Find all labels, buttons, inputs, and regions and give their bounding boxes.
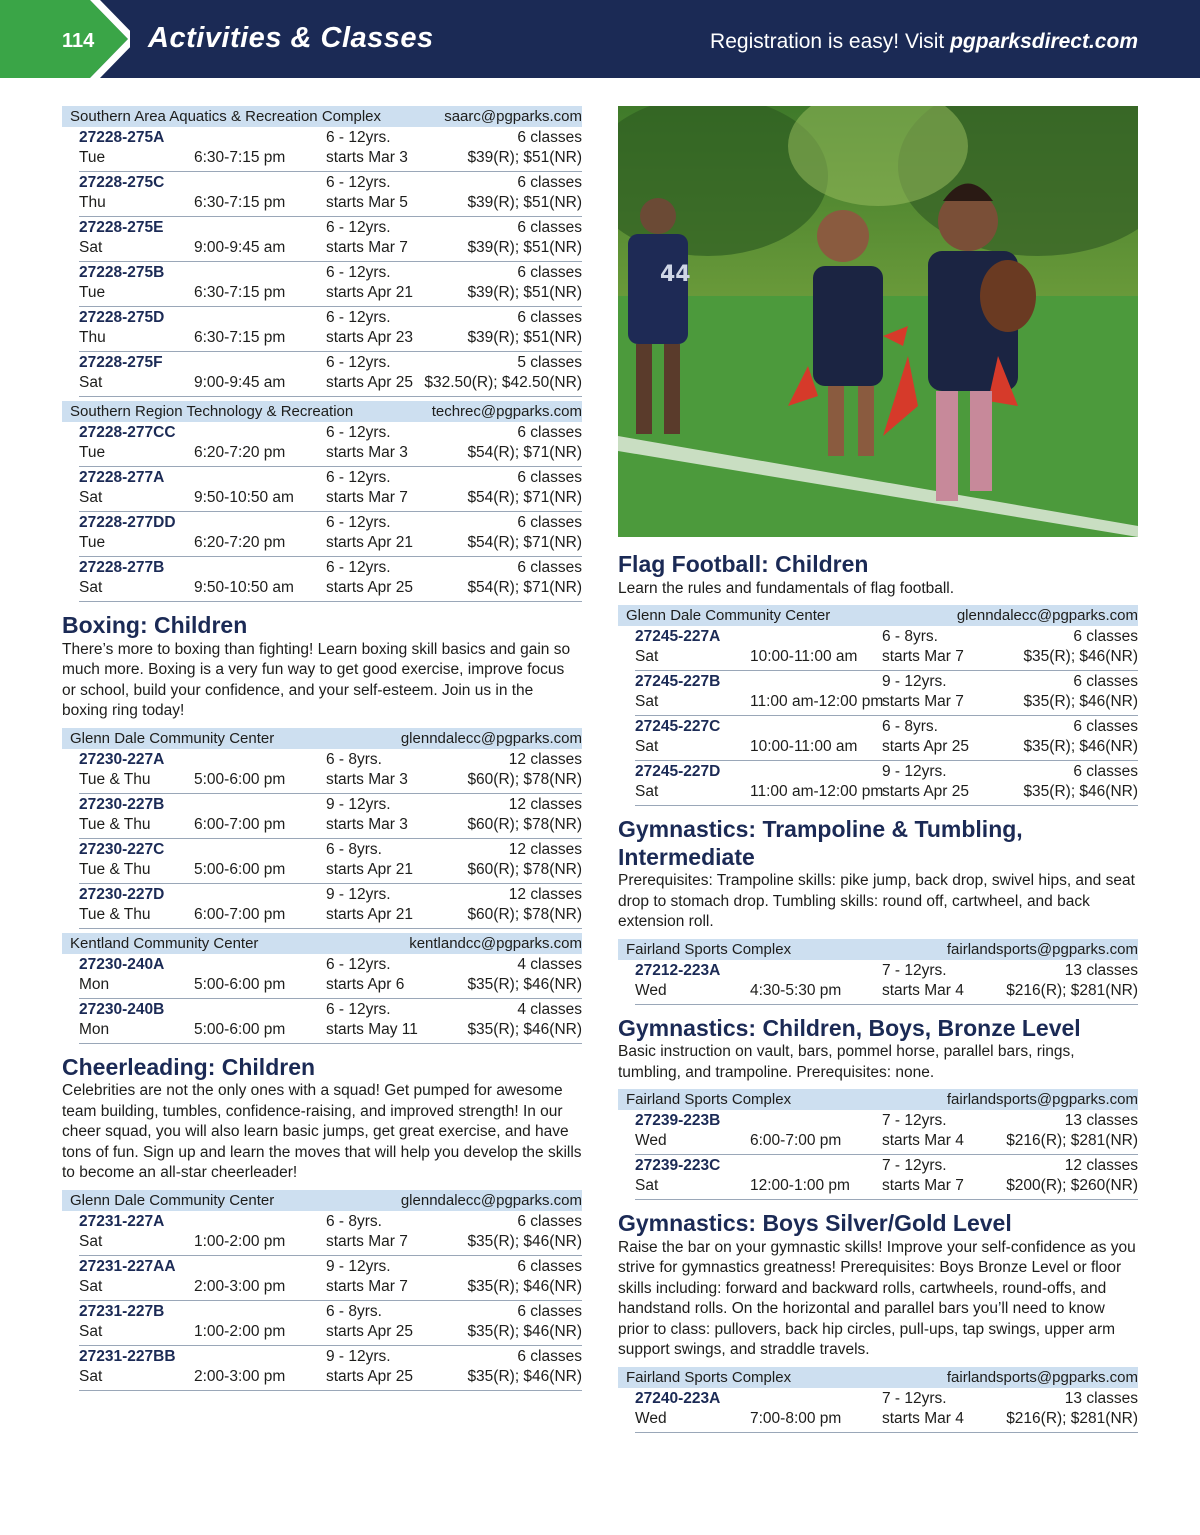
- class-time: 6:30-7:15 pm: [194, 194, 286, 211]
- class-code: 27230-227A: [79, 750, 165, 768]
- class-count: 4 classes: [517, 1000, 582, 1018]
- class-time: 6:00-7:00 pm: [194, 815, 286, 833]
- venue-bar: [618, 1089, 1138, 1110]
- class-row: [79, 749, 582, 794]
- class-count: 12 classes: [508, 795, 582, 813]
- class-row: [79, 1301, 582, 1346]
- class-time: 7:00-8:00 pm: [750, 1409, 842, 1427]
- class-fee: $39(R); $51(NR): [467, 284, 582, 301]
- class-row: [79, 127, 582, 172]
- class-age: 7 - 12yrs.: [882, 1389, 947, 1407]
- class-start: starts Apr 21: [326, 284, 414, 301]
- class-row: [635, 1155, 1138, 1200]
- registration-url-link[interactable]: pgparksdirect.com: [950, 30, 1138, 53]
- class-row: [635, 960, 1138, 1005]
- class-code: 27230-227C: [79, 840, 165, 858]
- class-time: 1:00-2:00 pm: [194, 1322, 286, 1340]
- class-count: 6 classes: [517, 219, 582, 236]
- class-code: 27230-240B: [79, 1000, 165, 1018]
- class-fee: $35(R); $46(NR): [467, 1367, 582, 1385]
- venue-email-link[interactable]: saarc@pgparks.com: [444, 108, 582, 125]
- class-code: 27228-275B: [79, 264, 165, 281]
- class-day: Mon: [79, 1020, 110, 1038]
- class-day: Sat: [79, 579, 103, 596]
- class-count: 6 classes: [517, 129, 582, 146]
- class-time: 11:00 am-12:00 pm: [750, 693, 884, 711]
- class-fee: $60(R); $78(NR): [467, 905, 582, 923]
- class-day: Tue & Thu: [79, 815, 151, 833]
- class-count: 6 classes: [517, 264, 582, 281]
- class-age: 9 - 12yrs.: [882, 673, 947, 691]
- class-start: starts Apr 21: [326, 860, 414, 878]
- class-list: [62, 127, 582, 397]
- class-code: 27228-277A: [79, 469, 165, 486]
- class-day: Sat: [79, 1322, 103, 1340]
- class-start: starts Apr 21: [326, 534, 414, 551]
- venue-name: Glenn Dale Community Center: [70, 729, 275, 747]
- class-day: Sat: [635, 783, 659, 801]
- class-start: starts Mar 4: [882, 1132, 964, 1150]
- venue-name: Glenn Dale Community Center: [626, 607, 831, 625]
- venue-email-link[interactable]: fairlandsports@pgparks.com: [946, 940, 1138, 958]
- class-age: 7 - 12yrs.: [882, 961, 947, 979]
- class-fee: $39(R); $51(NR): [467, 329, 582, 346]
- class-time: 6:00-7:00 pm: [750, 1132, 842, 1150]
- class-day: Sat: [635, 693, 659, 711]
- class-code: 27228-277DD: [79, 514, 176, 531]
- class-code: 27245-227B: [635, 673, 721, 691]
- class-list: [618, 1388, 1138, 1433]
- class-start: starts Apr 25: [326, 579, 414, 596]
- venue-bar: [62, 1190, 582, 1211]
- class-time: 4:30-5:30 pm: [750, 981, 842, 999]
- class-code: 27228-277CC: [79, 424, 176, 441]
- class-row: [79, 352, 582, 397]
- class-row: [79, 839, 582, 884]
- class-time: 6:20-7:20 pm: [194, 534, 286, 551]
- class-age: 9 - 12yrs.: [326, 885, 391, 903]
- registration-prefix: Registration is easy! Visit: [710, 30, 951, 53]
- class-time: 6:30-7:15 pm: [194, 284, 286, 301]
- section-description: Prerequisites: Trampoline skills: pike jump, back drop, swivel hips, and seat drop to stomach drop. Tumbling skills: round off, cartwheel, and back extension roll.: [618, 872, 1135, 931]
- class-start: starts Mar 3: [326, 149, 408, 166]
- class-time: 10:00-11:00 am: [750, 738, 858, 756]
- class-age: 6 - 8yrs.: [326, 750, 382, 768]
- class-age: 6 - 12yrs.: [326, 309, 391, 326]
- class-start: starts Apr 25: [882, 783, 970, 801]
- class-row: [79, 954, 582, 999]
- class-code: 27239-223B: [635, 1112, 721, 1130]
- class-fee: $54(R); $71(NR): [467, 444, 582, 461]
- class-row: [79, 1211, 582, 1256]
- class-fee: $32.50(R); $42.50(NR): [424, 374, 582, 391]
- class-fee: $39(R); $51(NR): [467, 194, 582, 211]
- class-start: starts Apr 21: [326, 905, 414, 923]
- class-row: [79, 467, 582, 512]
- class-start: starts Mar 7: [326, 489, 408, 506]
- class-time: 9:00-9:45 am: [194, 374, 286, 391]
- class-row: [79, 1346, 582, 1391]
- class-day: Tue: [79, 149, 106, 166]
- section-title: Gymnastics: Children, Boys, Bronze Level: [618, 1014, 1081, 1041]
- class-row: [79, 884, 582, 929]
- class-age: 7 - 12yrs.: [882, 1112, 947, 1130]
- class-start: starts Mar 4: [882, 981, 964, 999]
- class-day: Sat: [79, 1232, 103, 1250]
- class-fee: $35(R); $46(NR): [1023, 648, 1138, 666]
- class-age: 9 - 12yrs.: [326, 795, 391, 813]
- class-fee: $54(R); $71(NR): [467, 534, 582, 551]
- venue-name: Fairland Sports Complex: [626, 940, 792, 958]
- class-count: 6 classes: [517, 1212, 582, 1230]
- class-age: 6 - 12yrs.: [326, 354, 391, 371]
- class-code: 27230-227B: [79, 795, 165, 813]
- class-day: Sat: [79, 1277, 103, 1295]
- jersey-number: 44: [660, 262, 691, 287]
- venue-bar: [62, 106, 582, 127]
- left-column: [62, 106, 582, 1391]
- class-row: [79, 999, 582, 1044]
- class-age: 6 - 8yrs.: [326, 1212, 382, 1230]
- class-time: 9:50-10:50 am: [194, 489, 294, 506]
- class-age: 6 - 8yrs.: [882, 718, 938, 736]
- class-start: starts Mar 3: [326, 770, 408, 788]
- right-column: [618, 106, 1138, 1433]
- class-list: [618, 960, 1138, 1005]
- class-row: [79, 307, 582, 352]
- class-row: [79, 172, 582, 217]
- class-age: 6 - 12yrs.: [326, 559, 391, 576]
- class-row: [635, 1388, 1138, 1433]
- class-start: starts Mar 7: [326, 1232, 408, 1250]
- venue-bar: [618, 939, 1138, 960]
- class-age: 6 - 12yrs.: [326, 1000, 391, 1018]
- class-time: 12:00-1:00 pm: [750, 1177, 850, 1195]
- class-list: [618, 626, 1138, 806]
- class-day: Thu: [79, 329, 106, 346]
- class-count: 6 classes: [517, 514, 582, 531]
- class-code: 27231-227B: [79, 1302, 165, 1320]
- class-time: 1:00-2:00 pm: [194, 1232, 286, 1250]
- class-fee: $60(R); $78(NR): [467, 815, 582, 833]
- class-code: 27212-223A: [635, 961, 721, 979]
- class-time: 6:00-7:00 pm: [194, 905, 286, 923]
- class-day: Tue: [79, 444, 106, 461]
- class-age: 6 - 12yrs.: [326, 955, 391, 973]
- class-code: 27231-227BB: [79, 1347, 176, 1365]
- venue-name: Fairland Sports Complex: [626, 1368, 792, 1386]
- registration-note: [710, 30, 1138, 54]
- class-start: starts Mar 3: [326, 815, 408, 833]
- class-age: 6 - 12yrs.: [326, 514, 391, 531]
- class-code: 27228-275F: [79, 354, 163, 371]
- class-time: 5:00-6:00 pm: [194, 1020, 286, 1038]
- class-time: 2:00-3:00 pm: [194, 1277, 286, 1295]
- class-start: starts Apr 25: [326, 374, 414, 391]
- venue-bar: [62, 401, 582, 422]
- class-age: 9 - 12yrs.: [326, 1347, 391, 1365]
- class-day: Tue & Thu: [79, 905, 151, 923]
- class-list: [618, 1110, 1138, 1200]
- venue-name: Glenn Dale Community Center: [70, 1191, 275, 1209]
- class-row: [79, 794, 582, 839]
- class-list: [62, 1211, 582, 1391]
- venue-email-link[interactable]: glenndalecc@pgparks.com: [956, 607, 1138, 625]
- class-code: 27228-275D: [79, 309, 165, 326]
- class-fee: $39(R); $51(NR): [467, 149, 582, 166]
- class-code: 27231-227AA: [79, 1257, 176, 1275]
- venue-name: Southern Region Technology & Recreation: [70, 403, 354, 420]
- class-age: 9 - 12yrs.: [882, 763, 947, 781]
- section-title: Gymnastics: Boys Silver/Gold Level: [618, 1210, 1012, 1237]
- class-fee: $200(R); $260(NR): [1006, 1177, 1138, 1195]
- class-code: 27228-277B: [79, 559, 165, 576]
- class-day: Wed: [635, 981, 667, 999]
- section-description: Raise the bar on your gymnastic skills! Improve your self-confidence as you strive for gymnastics greatness! Prerequisites: Boys Bronze Level or floor skills including: forward and backward rolls, cartwheels, round-offs, and handstand rolls. On the horizontal and parallel bars you’ll need to know prior to class: pullovers, back hip circles, pull-ups, tap swings, upper arm support swings, and straddle travels.: [618, 1238, 1136, 1359]
- class-start: starts Mar 7: [326, 239, 408, 256]
- class-list: [62, 749, 582, 929]
- venue-name: Southern Area Aquatics & Recreation Complex: [70, 108, 382, 125]
- class-start: starts Apr 25: [326, 1322, 414, 1340]
- class-fee: $60(R); $78(NR): [467, 770, 582, 788]
- class-fee: $35(R); $46(NR): [1023, 738, 1138, 756]
- section-title: Flag Football: Children: [618, 551, 869, 577]
- page-header: [0, 0, 1200, 78]
- class-count: 5 classes: [517, 354, 582, 371]
- class-count: 6 classes: [517, 1302, 582, 1320]
- class-time: 5:00-6:00 pm: [194, 770, 286, 788]
- class-fee: $60(R); $78(NR): [467, 860, 582, 878]
- class-fee: $216(R); $281(NR): [1006, 1132, 1138, 1150]
- class-count: 6 classes: [1073, 628, 1138, 646]
- class-row: [79, 262, 582, 307]
- class-count: 6 classes: [1073, 763, 1138, 781]
- class-start: starts Mar 3: [326, 444, 408, 461]
- class-fee: $54(R); $71(NR): [467, 489, 582, 506]
- class-age: 6 - 12yrs.: [326, 129, 391, 146]
- venue-bar: [618, 1367, 1138, 1388]
- class-time: 10:00-11:00 am: [750, 648, 858, 666]
- flag-football-photo: [618, 106, 1138, 537]
- class-fee: $35(R); $46(NR): [467, 1277, 582, 1295]
- class-time: 5:00-6:00 pm: [194, 975, 286, 993]
- header-title: Activities & Classes: [148, 22, 434, 54]
- section-description: Learn the rules and fundamentals of flag football.: [618, 579, 955, 597]
- class-age: 7 - 12yrs.: [882, 1157, 947, 1175]
- class-code: 27228-275E: [79, 219, 164, 236]
- class-fee: $35(R); $46(NR): [467, 975, 582, 993]
- class-row: [79, 557, 582, 602]
- class-day: Thu: [79, 194, 106, 211]
- class-time: 5:00-6:00 pm: [194, 860, 286, 878]
- class-start: starts Mar 7: [882, 693, 964, 711]
- class-count: 13 classes: [1064, 961, 1138, 979]
- class-code: 27228-275C: [79, 174, 165, 191]
- section-description: There’s more to boxing than fighting! Learn boxing skill basics and gain so much more. Boxing is a very fun way to get good exercise, improve focus or school, build your confidence, and your self-esteem. Join us in the boxing ring today!: [62, 640, 571, 720]
- venue-bar: [62, 728, 582, 749]
- venue-email-link[interactable]: techrec@pgparks.com: [431, 403, 582, 420]
- class-time: 6:30-7:15 pm: [194, 149, 286, 166]
- class-count: 6 classes: [517, 1347, 582, 1365]
- venue-email-link[interactable]: glenndalecc@pgparks.com: [400, 1191, 582, 1209]
- class-row: [635, 716, 1138, 761]
- class-age: 6 - 12yrs.: [326, 264, 391, 281]
- class-age: 9 - 12yrs.: [326, 1257, 391, 1275]
- class-count: 6 classes: [517, 424, 582, 441]
- class-row: [79, 1256, 582, 1301]
- section-title: Boxing: Children: [62, 612, 248, 638]
- class-start: starts Apr 23: [326, 329, 414, 346]
- class-day: Sat: [635, 648, 659, 666]
- venue-email-link[interactable]: fairlandsports@pgparks.com: [946, 1368, 1138, 1386]
- class-age: 6 - 12yrs.: [326, 469, 391, 486]
- class-fee: $35(R); $46(NR): [1023, 693, 1138, 711]
- venue-bar: [618, 605, 1138, 626]
- class-count: 12 classes: [508, 885, 582, 903]
- class-start: starts Mar 5: [326, 194, 408, 211]
- class-count: 6 classes: [1073, 673, 1138, 691]
- class-time: 6:30-7:15 pm: [194, 329, 286, 346]
- class-code: 27245-227C: [635, 718, 721, 736]
- class-row: [635, 761, 1138, 806]
- section-description: Celebrities are not the only ones with a squad! Get pumped for awesome team building, tumbles, confidence-raising, and improved strength! In our cheer squad, you will also learn basic jumps, get great exercise, and have tons of fun. Sign up and learn the moves that will help you develop the skills to become an all-star cheerleader!: [62, 1082, 582, 1182]
- class-day: Wed: [635, 1409, 667, 1427]
- class-count: 6 classes: [517, 174, 582, 191]
- venue-email-link[interactable]: glenndalecc@pgparks.com: [400, 729, 582, 747]
- class-day: Sat: [635, 738, 659, 756]
- class-day: Sat: [635, 1177, 659, 1195]
- class-count: 12 classes: [508, 750, 582, 768]
- class-time: 9:50-10:50 am: [194, 579, 294, 596]
- venue-bar: [62, 933, 582, 954]
- class-row: [79, 512, 582, 557]
- section-description: Basic instruction on vault, bars, pommel horse, parallel bars, rings, tumbling, and trampoline. Prerequisites: none.: [618, 1043, 1075, 1081]
- class-start: starts Apr 6: [326, 975, 405, 993]
- class-row: [79, 422, 582, 467]
- section-title: Gymnastics: Trampoline & Tumbling, Intermediate: [618, 816, 1023, 870]
- class-age: 6 - 8yrs.: [882, 628, 938, 646]
- class-row: [635, 1110, 1138, 1155]
- venue-name: Kentland Community Center: [70, 934, 259, 952]
- class-list: [62, 954, 582, 1044]
- class-count: 13 classes: [1064, 1112, 1138, 1130]
- class-age: 6 - 12yrs.: [326, 174, 391, 191]
- class-count: 6 classes: [517, 469, 582, 486]
- class-day: Sat: [79, 374, 103, 391]
- class-age: 6 - 12yrs.: [326, 424, 391, 441]
- section-title: Cheerleading: Children: [62, 1053, 316, 1080]
- class-fee: $35(R); $46(NR): [1023, 783, 1138, 801]
- class-start: starts Mar 7: [326, 1277, 408, 1295]
- class-code: 27231-227A: [79, 1212, 165, 1230]
- venue-email-link[interactable]: fairlandsports@pgparks.com: [946, 1091, 1138, 1109]
- class-count: 6 classes: [1073, 718, 1138, 736]
- class-start: starts May 11: [326, 1020, 418, 1038]
- class-code: 27245-227A: [635, 628, 721, 646]
- class-fee: $216(R); $281(NR): [1006, 1409, 1138, 1427]
- class-code: 27239-223C: [635, 1157, 721, 1175]
- class-fee: $216(R); $281(NR): [1006, 981, 1138, 999]
- class-day: Tue & Thu: [79, 860, 151, 878]
- class-start: starts Mar 7: [882, 648, 964, 666]
- class-age: 6 - 8yrs.: [326, 1302, 382, 1320]
- class-time: 9:00-9:45 am: [194, 239, 286, 256]
- class-age: 6 - 12yrs.: [326, 219, 391, 236]
- class-day: Tue: [79, 284, 106, 301]
- class-day: Tue & Thu: [79, 770, 151, 788]
- class-start: starts Apr 25: [882, 738, 970, 756]
- class-row: [79, 217, 582, 262]
- class-count: 6 classes: [517, 559, 582, 576]
- class-day: Sat: [79, 489, 103, 506]
- class-day: Mon: [79, 975, 110, 993]
- class-fee: $35(R); $46(NR): [467, 1020, 582, 1038]
- class-day: Sat: [79, 239, 103, 256]
- venue-name: Fairland Sports Complex: [626, 1091, 792, 1109]
- class-count: 6 classes: [517, 1257, 582, 1275]
- class-fee: $54(R); $71(NR): [467, 579, 582, 596]
- class-day: Tue: [79, 534, 106, 551]
- class-count: 12 classes: [1064, 1157, 1138, 1175]
- class-time: 2:00-3:00 pm: [194, 1367, 286, 1385]
- class-code: 27240-223A: [635, 1389, 721, 1407]
- class-code: 27230-240A: [79, 955, 165, 973]
- class-count: 4 classes: [517, 955, 582, 973]
- class-start: starts Mar 4: [882, 1409, 964, 1427]
- class-fee: $39(R); $51(NR): [467, 239, 582, 256]
- class-day: Wed: [635, 1132, 667, 1150]
- class-start: starts Apr 25: [326, 1367, 414, 1385]
- class-fee: $35(R); $46(NR): [467, 1322, 582, 1340]
- class-day: Sat: [79, 1367, 103, 1385]
- class-count: 6 classes: [517, 309, 582, 326]
- class-start: starts Mar 7: [882, 1177, 964, 1195]
- class-age: 6 - 8yrs.: [326, 840, 382, 858]
- class-row: [635, 671, 1138, 716]
- class-fee: $35(R); $46(NR): [467, 1232, 582, 1250]
- class-code: 27228-275A: [79, 129, 165, 146]
- class-count: 12 classes: [508, 840, 582, 858]
- class-list: [62, 422, 582, 602]
- class-code: 27230-227D: [79, 885, 165, 903]
- page-number: 114: [62, 30, 95, 52]
- class-time: 11:00 am-12:00 pm: [750, 783, 884, 801]
- class-code: 27245-227D: [635, 763, 721, 781]
- class-count: 13 classes: [1064, 1389, 1138, 1407]
- class-row: [635, 626, 1138, 671]
- venue-email-link[interactable]: kentlandcc@pgparks.com: [409, 934, 582, 952]
- class-time: 6:20-7:20 pm: [194, 444, 286, 461]
